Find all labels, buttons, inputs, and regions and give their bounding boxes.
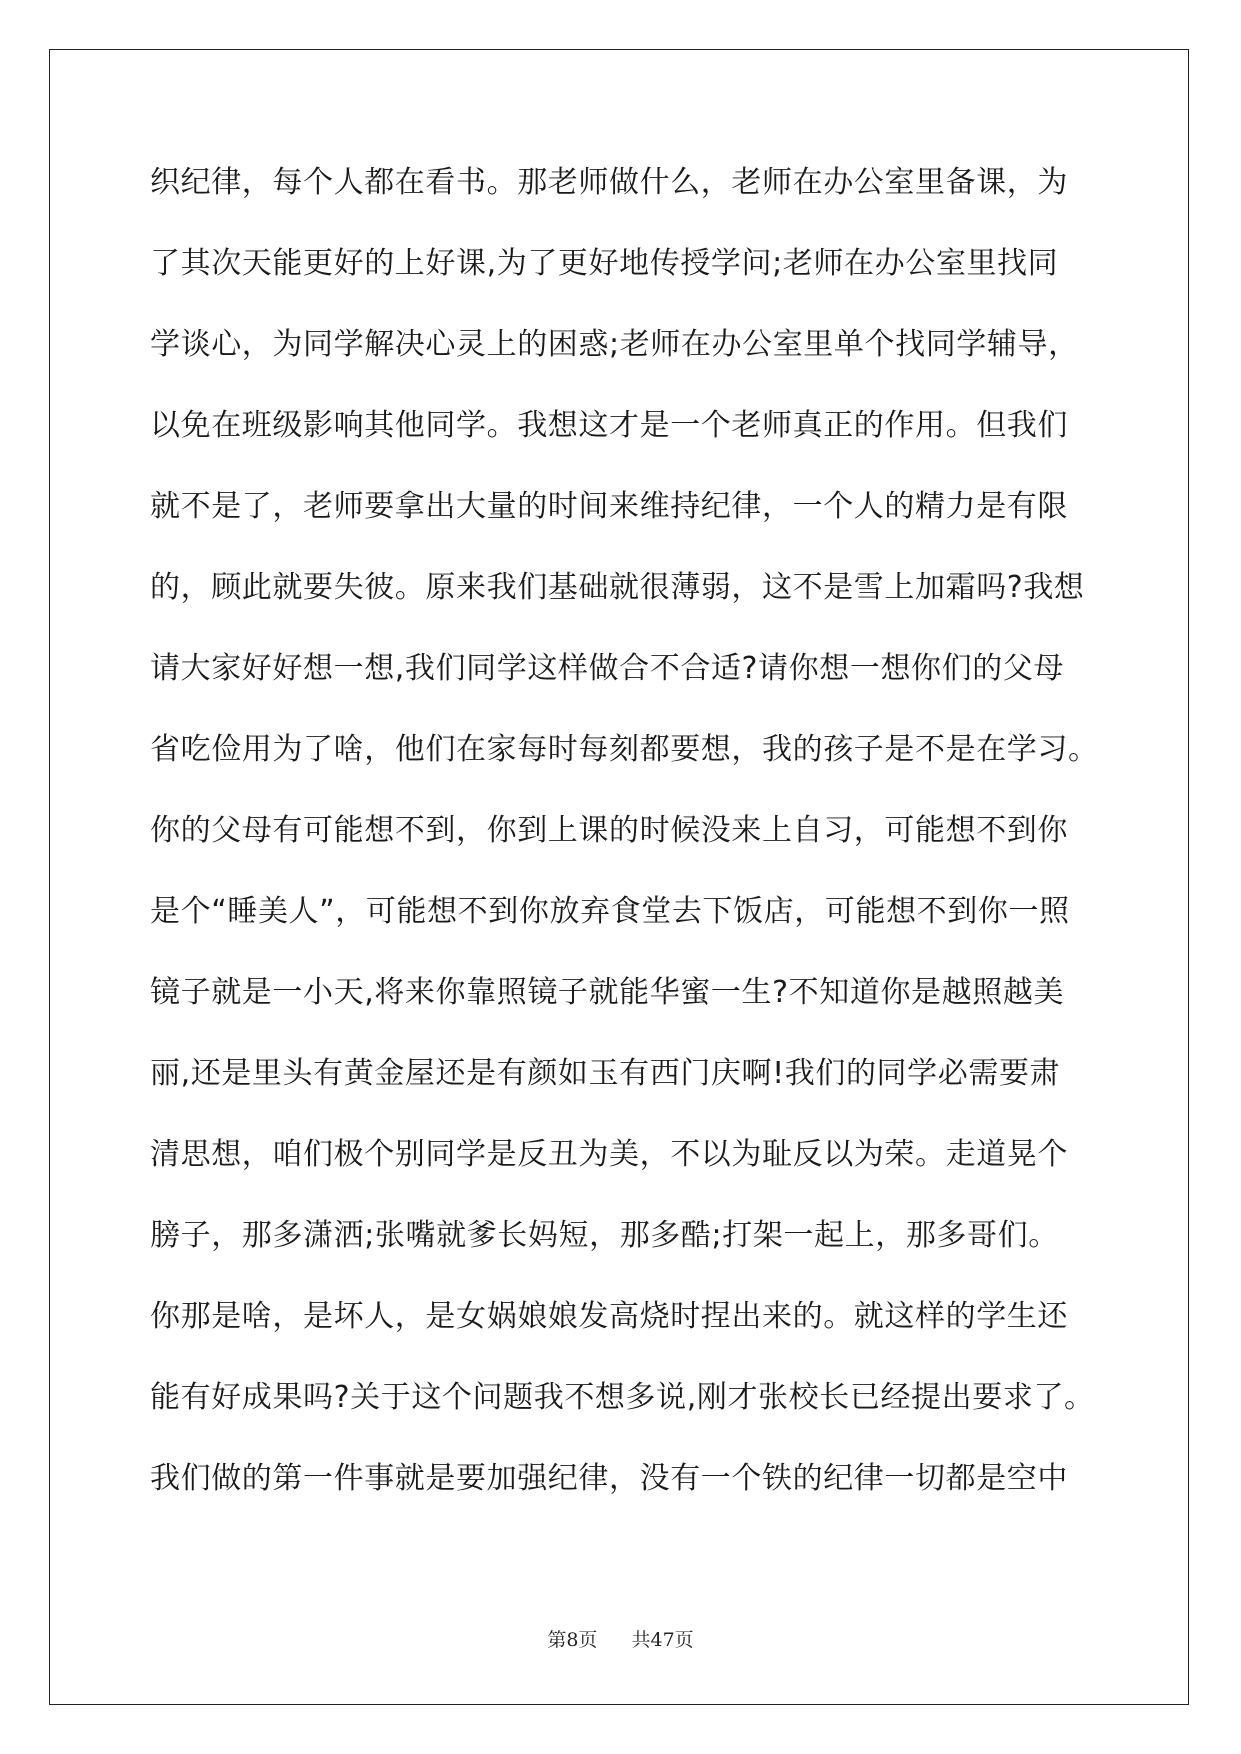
page-footer	[0, 1625, 1241, 1652]
text-line: 清思想，咱们极个别同学是反丑为美，不以为耻反以为荣。走道晃个	[150, 1137, 1068, 1172]
text-line: 的，顾此就要失彼。原来我们基础就很薄弱，这不是雪上加霜吗?我想	[150, 570, 1085, 605]
document-body	[150, 160, 1100, 1537]
text-line: 是个“睡美人”，可能想不到你放弃食堂去下饭店，可能想不到你一照	[150, 894, 1070, 929]
text-line: 丽,还是里头有黄金屋还是有颜如玉有西门庆啊!我们的同学必需要肃	[150, 1056, 1061, 1091]
text-line: 就不是了，老师要拿出大量的时间来维持纪律，一个人的精力是有限	[150, 489, 1068, 524]
text-line: 镜子就是一小天,将来你靠照镜子就能华蜜一生?不知道你是越照越美	[150, 975, 1065, 1010]
text-line: 以免在班级影响其他同学。我想这才是一个老师真正的作用。但我们	[150, 408, 1068, 443]
text-line: 我们做的第一件事就是要加强纪律，没有一个铁的纪律一切都是空中	[150, 1461, 1068, 1496]
text-line: 学谈心，为同学解决心灵上的困惑;老师在办公室里单个找同学辅导，	[150, 327, 1079, 362]
page-number: 第8页	[547, 1629, 598, 1651]
text-line: 织纪律，每个人都在看书。那老师做什么，老师在办公室里备课，为	[150, 165, 1068, 200]
text-line: 省吃俭用为了啥，他们在家每时每刻都要想，我的孩子是不是在学习。	[150, 732, 1099, 767]
text-line: 能有好成果吗?关于这个问题我不想多说,刚才张校长已经提出要求了。	[150, 1380, 1095, 1415]
text-line: 请大家好好想一想,我们同学这样做合不合适?请你想一想你们的父母	[150, 651, 1065, 686]
text-line: 你的父母有可能想不到，你到上课的时候没来上自习，可能想不到你	[150, 813, 1068, 848]
text-line: 你那是啥，是坏人，是女娲娘娘发高烧时捏出来的。就这样的学生还	[150, 1299, 1068, 1334]
page-count: 共47页	[631, 1629, 694, 1651]
text-line: 膀子，那多潇洒;张嘴就爹长妈短，那多酷;打架一起上，那多哥们。	[150, 1218, 1059, 1253]
text-line: 了其次天能更好的上好课,为了更好地传授学问;老师在办公室里找同	[150, 246, 1059, 281]
